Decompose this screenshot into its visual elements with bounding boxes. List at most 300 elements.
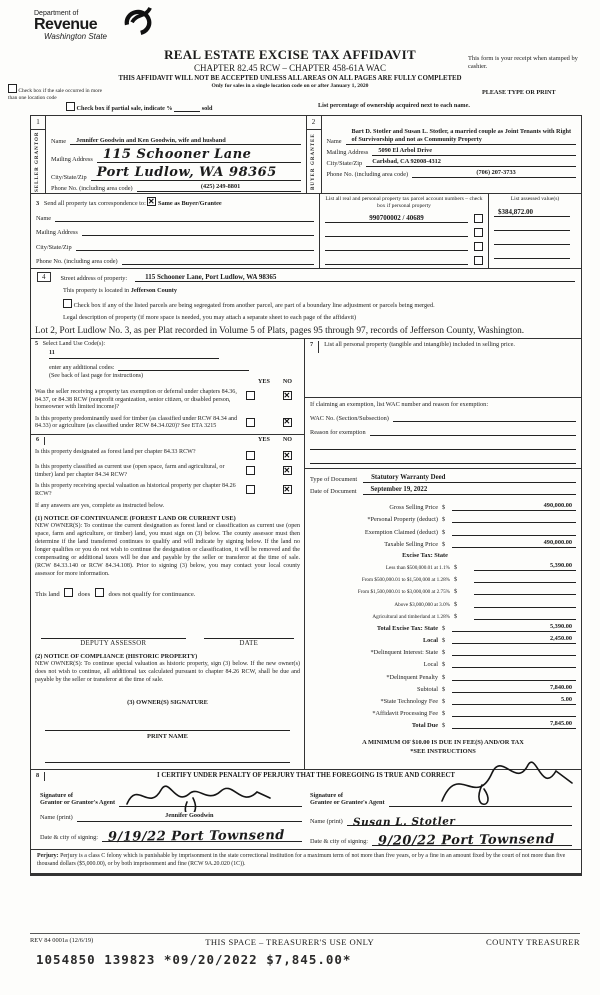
s5-q1-no-checkbox[interactable] xyxy=(283,391,292,400)
segregated-label: Check box if any of the listed parcels are being segregated from another parcel, are part of a boundary line adjustment or parcels being merged. xyxy=(73,302,435,309)
buyer-strip xyxy=(307,116,322,193)
personal-property-deduct-label: *Personal Property (deduct) xyxy=(367,516,438,524)
excise-tax-header: Excise Tax: State xyxy=(402,551,448,559)
street-address-value[interactable]: 115 Schooner Lane, Port Ludlow, WA 98365 xyxy=(135,273,505,282)
subtotal-row xyxy=(310,684,576,693)
logo-dept-text: Department of xyxy=(34,10,79,17)
s6-q2-yes-checkbox[interactable] xyxy=(246,466,255,475)
print-name-label: PRINT NAME xyxy=(147,732,188,740)
reason-row xyxy=(310,427,576,436)
seller-phone-value[interactable]: (425) 249-8801 xyxy=(137,183,301,192)
s6-q1-no-checkbox[interactable] xyxy=(283,451,292,460)
dollar-sign: $ xyxy=(442,504,446,512)
seller-address-row xyxy=(51,147,301,163)
grantee-name-print-row xyxy=(310,812,572,829)
grantee-name-handwriting: Susan L. Stotler xyxy=(352,815,456,829)
dollar-sign: $ xyxy=(454,588,458,596)
buyer-grantee-box xyxy=(306,116,582,193)
seller-city-value[interactable] xyxy=(91,165,301,181)
deputy-assessor-label: DEPUTY ASSESSOR xyxy=(80,639,147,647)
deputy-date-line[interactable] xyxy=(204,628,294,639)
owners-signature-block xyxy=(35,699,300,763)
delinquent-interest-local-value[interactable] xyxy=(452,659,576,668)
s6-no-label: NO xyxy=(282,437,292,444)
buyer-phone-value[interactable]: (706) 207-3733 xyxy=(412,169,576,178)
corr-city-input[interactable] xyxy=(76,242,314,251)
delinquent-penalty-row xyxy=(310,672,576,681)
total-due-value[interactable]: 7,845.00 xyxy=(452,720,576,729)
grantee-date-row xyxy=(310,831,572,849)
section-4-number: 4 xyxy=(37,272,51,282)
total-excise-state-row xyxy=(310,623,576,632)
delinquent-interest-local-row xyxy=(310,659,576,668)
reason-label: Reason for exemption xyxy=(310,429,366,436)
document-type-box xyxy=(305,468,581,498)
corr-city-label: City/State/Zip xyxy=(36,243,72,251)
assessed-values-box xyxy=(488,194,581,268)
total-due-row xyxy=(310,720,576,729)
rate-4-value[interactable] xyxy=(474,599,576,608)
correspondence-header xyxy=(36,197,314,207)
buyer-name-value[interactable]: Bart D. Stotler and Susan L. Stotler, a married couple as Joint Tenants with Right of Survivorship and not as Community Property xyxy=(346,120,576,145)
revenue-swoosh-icon xyxy=(122,6,152,40)
form-body xyxy=(30,115,582,876)
reason-input-2[interactable] xyxy=(310,441,576,450)
assessed-row-2 xyxy=(494,222,576,231)
ownership-note: List percentage of ownership acquired next to each name. xyxy=(318,102,470,109)
total-due-label: Total Due xyxy=(411,722,438,730)
s6-question-1 xyxy=(35,449,300,460)
additional-codes-input[interactable] xyxy=(118,362,249,371)
total-excise-state-value[interactable]: 5,390.00 xyxy=(452,623,576,632)
dor-logo xyxy=(34,10,107,41)
qualify-does-not-label: does not qualify for continuance. xyxy=(108,590,196,598)
dollar-sign: $ xyxy=(442,673,446,681)
located-in-row xyxy=(63,287,575,294)
dollar-sign: $ xyxy=(442,649,446,657)
grantee-name-print-label: Name (print) xyxy=(310,818,343,826)
section-8-number: 8 xyxy=(36,772,45,781)
seller-phone-label: Phone No. (including area code) xyxy=(51,185,133,192)
dollar-sign: $ xyxy=(442,722,446,730)
delinquent-interest-state-label: *Delinquent Interest: State xyxy=(370,649,438,657)
buyer-city-value[interactable]: Carlsbad, CA 92008-4312 xyxy=(366,158,576,167)
assessed-value-3-input[interactable] xyxy=(494,236,570,245)
corr-phone-row xyxy=(36,256,314,265)
seller-phone-row xyxy=(51,183,301,192)
minimum-fee-line2: *SEE INSTRUCTIONS xyxy=(410,748,476,756)
local-tax-row xyxy=(310,635,576,644)
type-of-document-value[interactable]: Statutory Warranty Deed xyxy=(363,474,576,483)
parcel-header-line2: – check box if personal property xyxy=(377,196,483,209)
buyer-label-top: BUYER xyxy=(310,167,316,190)
seller-fields xyxy=(46,116,306,193)
grantor-date-label: Date & city of signing: xyxy=(40,834,99,842)
grantee-signature-column xyxy=(306,781,576,849)
dollar-sign: $ xyxy=(442,540,446,548)
parcel-3-input[interactable] xyxy=(325,242,468,251)
section-5-number: 5 xyxy=(35,341,39,347)
buyer-name-row xyxy=(327,120,577,145)
if-yes-note: If any answers are yes, complete as instructed below. xyxy=(35,503,165,510)
grantor-name-print-label: Name (print) xyxy=(40,814,73,822)
grantor-sig-label-line2: Grantor or Grantor's Agent xyxy=(40,799,116,807)
does-qualify-checkbox[interactable] xyxy=(64,588,73,597)
parcel-4-input[interactable] xyxy=(325,256,468,265)
s6-q3-text: Is this property receiving special valuation as historical property per chapter 84.26 RCW? xyxy=(35,483,236,497)
taxable-selling-price-value[interactable]: 490,000.00 xyxy=(452,539,576,548)
parties-section xyxy=(31,116,581,193)
owners-signature-line[interactable] xyxy=(45,720,290,731)
please-type-note: PLEASE TYPE OR PRINT xyxy=(482,89,556,96)
segregated-row xyxy=(63,299,575,309)
delinquent-interest-local-label: Local xyxy=(423,661,438,669)
deputy-date-field xyxy=(204,628,294,647)
rate-row-1 xyxy=(310,562,576,571)
form-revision-number: REV 84 0001a (12/6/19) xyxy=(30,937,94,944)
parcel-2-input[interactable] xyxy=(325,228,468,237)
owners-signature-label: (3) OWNER(S) SIGNATURE xyxy=(127,698,208,706)
logo-revenue-text: Revenue xyxy=(34,16,98,33)
s6-q3-yes-checkbox[interactable] xyxy=(246,485,255,494)
rate-row-2 xyxy=(310,574,576,583)
grantee-name-print-value[interactable] xyxy=(347,812,572,829)
parcel-3-personal-checkbox[interactable] xyxy=(474,242,483,251)
s5-yes-no-header xyxy=(35,379,300,385)
parcel-header-line1: List all real and personal property tax parcel account numbers xyxy=(325,196,464,202)
personal-property-deduct-row xyxy=(310,514,576,523)
assessed-row-1 xyxy=(494,208,576,217)
state-technology-fee-row xyxy=(310,696,576,705)
grantor-signature-column xyxy=(36,781,306,846)
local-tax-label: Local xyxy=(422,637,438,645)
grantor-signature-label xyxy=(40,792,115,807)
rate-row-4 xyxy=(310,599,576,608)
assessed-value-1[interactable]: $384,872.00 xyxy=(494,208,570,217)
gross-selling-price-value[interactable]: 490,000.00 xyxy=(452,502,576,511)
partial-sale-label: Check box if partial sale, indicate % xyxy=(76,105,173,112)
notice1-title: (1) NOTICE OF CONTINUANCE (FOREST LAND OR CURRENT USE) xyxy=(35,515,236,523)
correspondence-section xyxy=(31,193,581,268)
grantor-signature-row xyxy=(40,786,302,807)
dollar-sign: $ xyxy=(442,516,446,524)
s6-q2-text: Is this property classified as current use (open space, farm and agricultural, or timber) land per chapter 84.34 RCW? xyxy=(35,464,225,478)
land-use-label: Select Land Use Code(s): xyxy=(42,341,106,347)
street-address-label: Street address of property: xyxy=(60,275,128,282)
buyer-phone-row xyxy=(327,169,577,178)
form-effective-note: Only for sales in a single location code on or after January 1, 2020 xyxy=(211,82,369,89)
buyer-fields xyxy=(322,116,582,193)
exemption-claimed-value[interactable] xyxy=(452,527,576,536)
subtotal-value[interactable]: 7,840.00 xyxy=(452,684,576,693)
parcel-2-personal-checkbox[interactable] xyxy=(474,228,483,237)
reason-line-2 xyxy=(310,441,576,450)
parcel-row-2 xyxy=(325,228,483,237)
property-address-section xyxy=(31,268,581,323)
grantor-signature-scrawl xyxy=(123,778,273,812)
grantee-signature-label xyxy=(310,792,385,807)
parcel-row-3 xyxy=(325,242,483,251)
s6-header-row xyxy=(35,437,300,445)
forest-land-section xyxy=(31,435,304,769)
dollar-sign: $ xyxy=(442,637,446,645)
minimum-fee-line1: A MINIMUM OF $10.00 IS DUE IN FEE(S) AND/OR TAX xyxy=(362,739,524,747)
gross-selling-price-row xyxy=(310,502,576,511)
receipt-note: This form is your receipt when stamped by cashier. xyxy=(468,55,578,71)
corr-address-label: Mailing Address xyxy=(36,229,78,236)
corr-phone-input[interactable] xyxy=(122,256,314,265)
buyer-side-label xyxy=(311,130,317,193)
exemption-claimed-label: Exemption Claimed (deduct) xyxy=(364,528,438,536)
legal-description-value[interactable]: Lot 2, Port Ludlow No. 3, as per Plat recorded in Volume 5 of Plats, pages 95 through 97, records of Jefferson County, Washington. xyxy=(35,326,525,336)
total-excise-state-label: Total Excise Tax: State xyxy=(376,624,438,632)
qualify-prefix: This land xyxy=(35,590,60,598)
grantee-sig-label-line1: Signature of xyxy=(310,791,343,799)
corr-name-row xyxy=(36,213,314,222)
send-correspondence-label: Send all property tax correspondence to: xyxy=(43,200,146,207)
right-column xyxy=(305,339,581,769)
dollar-sign: $ xyxy=(442,698,446,705)
print-name-line[interactable] xyxy=(45,752,290,763)
affidavit-processing-fee-row xyxy=(310,708,576,717)
dollar-sign: $ xyxy=(442,624,446,632)
does-not-qualify-checkbox[interactable] xyxy=(95,588,104,597)
buyer-name-label: Name xyxy=(326,138,342,145)
perjury-label: Perjury: xyxy=(37,852,59,859)
section-6-number: 6 xyxy=(35,437,45,445)
reason-input[interactable] xyxy=(370,427,576,436)
assessed-row-4 xyxy=(494,250,576,259)
rate-1-value[interactable]: 5,390.00 xyxy=(474,562,576,571)
signature-columns xyxy=(36,781,576,849)
dollar-sign: $ xyxy=(442,710,446,718)
seller-label-top: SELLER xyxy=(35,166,41,192)
grantor-sig-label-line1: Signature of xyxy=(40,791,73,799)
s6-q2-no-checkbox[interactable] xyxy=(283,466,292,475)
land-use-header xyxy=(35,341,300,347)
parcel-row-1 xyxy=(325,214,483,223)
segregated-checkbox[interactable] xyxy=(63,299,72,308)
parcel-header xyxy=(325,196,483,209)
notice2-title: (2) NOTICE OF COMPLIANCE (HISTORIC PROPERTY) xyxy=(35,652,198,660)
dollar-sign: $ xyxy=(454,563,458,571)
reason-line-3 xyxy=(310,455,576,464)
parcel-number-value[interactable]: 990700002 / 40689 xyxy=(325,214,468,223)
middle-columns xyxy=(31,338,581,769)
section-3-number: 3 xyxy=(36,200,40,207)
s6-q1-yes-checkbox[interactable] xyxy=(246,451,255,460)
seller-grantor-box xyxy=(31,116,306,193)
deputy-assessor-field xyxy=(41,628,186,647)
state-technology-fee-label: *State Technology Fee xyxy=(380,698,438,705)
seller-city-label: City/State/Zip xyxy=(51,174,87,181)
dollar-sign: $ xyxy=(454,612,458,620)
located-prefix: This property is located in xyxy=(63,287,130,294)
multi-location-label: Check box if the sale occurred in more than one location code xyxy=(8,88,103,101)
land-use-code-row xyxy=(49,350,219,359)
s5-q2-text: Is this property predominantly used for timber (as classified under RCW 84.34 and 84.33) or agriculture (as classified under RCW 84.34.020)? See ETA 3215 xyxy=(35,415,238,430)
buyer-label-bottom: GRANTEE xyxy=(310,133,316,165)
same-as-buyer-label: Same as Buyer/Grantee xyxy=(158,200,222,207)
grantor-date-value[interactable] xyxy=(102,827,302,845)
qualify-row xyxy=(35,588,300,598)
s5-yes-label: YES xyxy=(258,379,270,385)
assessed-value-4-input[interactable] xyxy=(494,250,570,259)
exemption-note: If claiming an exemption, list WAC number and reason for exemption: xyxy=(310,401,489,408)
buyer-address-value[interactable]: 5090 El Arbol Drive xyxy=(372,147,576,156)
signatures-section xyxy=(31,769,581,849)
s6-yes-no-header xyxy=(222,437,300,445)
exemption-claimed-row xyxy=(310,527,576,536)
corr-city-row xyxy=(36,242,314,251)
multi-location-check-row xyxy=(8,84,110,102)
seller-address-value[interactable] xyxy=(97,147,301,163)
treasurer-receipt-stamp: 1054850 139823 *09/20/2022 $7,845.00* xyxy=(36,952,352,967)
deputy-assessor-row xyxy=(35,628,300,647)
seller-name-value[interactable]: Jennifer Goodwin and Ken Goodwin, wife and husband xyxy=(70,120,300,145)
s6-question-3 xyxy=(35,483,300,498)
notice2-body: NEW OWNER(S): To continue special valuation as historic property, sign (3) below. If the new owner(s) does not wish to continue, all additional tax calculated pursuant to chapter 84.26 RCW, shall be due and payable by the seller or transferor at the time of sale. xyxy=(35,660,300,683)
buyer-phone-label: Phone No. (including area code) xyxy=(326,171,409,178)
s5-q2-no-checkbox[interactable] xyxy=(283,418,292,427)
rate-3-value[interactable] xyxy=(474,586,576,595)
same-as-buyer-checkbox[interactable] xyxy=(147,197,156,206)
logo-state-text: Washington State xyxy=(44,32,108,41)
street-address-extra-line xyxy=(505,273,575,282)
legal-description-label: Legal description of property (if more space is needed, you may attach a separate sheet to each page of the affidavit) xyxy=(63,314,357,321)
rate-2-value[interactable] xyxy=(474,574,576,583)
rate-1-label: Less than $500,000.01 at 1.1% xyxy=(385,564,450,571)
subtotal-label: Subtotal xyxy=(417,685,438,693)
corr-address-input[interactable] xyxy=(82,227,314,236)
county-name: Jefferson County xyxy=(130,287,178,294)
corr-phone-label: Phone No. (including area code) xyxy=(36,258,118,265)
reason-input-3[interactable] xyxy=(310,455,576,464)
street-address-row xyxy=(37,272,575,282)
grantor-date-handwriting: 9/19/22 Port Townsend xyxy=(107,827,285,845)
grantee-sig-label-line2: Grantee or Grantee's Agent xyxy=(310,799,385,807)
s6-q1-text: Is this property designated as forest land per chapter 84.33 RCW? xyxy=(35,449,196,456)
corr-name-input[interactable] xyxy=(55,213,314,222)
additional-codes-row xyxy=(49,362,249,371)
grantor-name-print-value[interactable]: Jennifer Goodwin xyxy=(77,812,302,822)
grantor-signature-field[interactable] xyxy=(119,786,302,807)
corr-name-label: Name xyxy=(36,214,52,222)
parcel-1-personal-checkbox[interactable] xyxy=(474,214,483,223)
seller-strip xyxy=(31,116,46,193)
grantor-name-print-row xyxy=(40,812,302,822)
deputy-assessor-signature-line[interactable] xyxy=(41,628,186,639)
grantee-date-value[interactable] xyxy=(372,831,572,849)
correspondence-box xyxy=(31,194,319,268)
additional-codes-label: enter any additional codes: xyxy=(49,365,115,371)
deputy-date-label: DATE xyxy=(239,639,259,647)
rate-3-label: From $1,500,000.01 to $3,000,000 at 2.75% xyxy=(357,589,450,596)
buyer-address-row xyxy=(327,147,577,156)
wac-input[interactable] xyxy=(393,413,576,422)
form-title-block xyxy=(110,47,470,90)
rate-4-label: Above $3,000,000 at 3.0% xyxy=(394,601,450,608)
affidavit-processing-fee-label: *Affidavit Processing Fee xyxy=(372,710,438,718)
county-treasurer-label: COUNTY TREASURER xyxy=(485,937,580,947)
seller-city-handwriting: Port Ludlow, WA 98365 xyxy=(96,165,277,180)
money-section xyxy=(305,498,581,759)
qualify-does-label: does xyxy=(78,590,91,598)
seller-name-label: Name xyxy=(51,138,67,145)
type-of-document-row xyxy=(310,474,576,483)
date-of-document-label: Date of Document xyxy=(310,488,357,495)
s5-q1-text: Was the seller receiving a property tax exemption or deferral under chapters 84.36, 84.37, or 84.38 RCW (nonprofit organization, senior citizen, or disabled person, homeowner with limited income)? xyxy=(35,389,237,411)
form-warning: THIS AFFIDAVIT WILL NOT BE ACCEPTED UNLESS ALL AREAS ON ALL PAGES ARE FULLY COMPLETED xyxy=(118,74,462,82)
wac-label: WAC No. (Section/Subsection) xyxy=(310,415,389,422)
grantor-date-row xyxy=(40,827,302,845)
local-tax-value[interactable]: 2,450.00 xyxy=(452,635,576,644)
exemption-box xyxy=(305,397,581,468)
form-chapter: CHAPTER 82.45 RCW – CHAPTER 458-61A WAC xyxy=(194,63,386,74)
buyer-address-label: Mailing Address xyxy=(326,149,369,156)
personal-property-blank-area[interactable] xyxy=(305,355,581,397)
partial-sale-suffix: sold xyxy=(201,105,213,112)
personal-property-deduct-value[interactable] xyxy=(452,514,576,523)
s5-q1-yes-checkbox[interactable] xyxy=(246,391,255,400)
s5-q2-yes-checkbox[interactable] xyxy=(246,418,255,427)
personal-property-header: List all personal property (tangible and intangible) included in selling price. xyxy=(324,341,515,348)
legal-label-row xyxy=(63,314,575,321)
partial-sale-percent-input[interactable] xyxy=(174,104,200,112)
state-technology-fee-value[interactable]: 5.00 xyxy=(452,696,576,705)
wac-row xyxy=(310,413,576,422)
section-7-number: 7 xyxy=(309,341,319,353)
parcel-4-personal-checkbox[interactable] xyxy=(474,256,483,265)
affidavit-processing-fee-value[interactable] xyxy=(452,708,576,717)
delinquent-interest-state-value[interactable] xyxy=(452,647,576,656)
land-use-code-value[interactable]: 11 xyxy=(49,350,219,359)
s5-question-1 xyxy=(35,389,300,412)
multi-location-checkbox[interactable] xyxy=(8,84,17,93)
dollar-sign: $ xyxy=(442,528,446,536)
rate-row-3 xyxy=(310,586,576,595)
personal-property-section xyxy=(305,339,581,355)
s5-question-2 xyxy=(35,416,300,431)
seller-name-row xyxy=(51,120,301,145)
taxable-selling-price-row xyxy=(310,539,576,548)
certify-statement: I CERTIFY UNDER PENALTY OF PERJURY THAT THE FOREGOING IS TRUE AND CORRECT xyxy=(157,771,455,779)
gross-selling-price-label: Gross Selling Price xyxy=(389,504,438,512)
see-back-note: (See back of last page for instructions) xyxy=(49,373,144,379)
dollar-sign: $ xyxy=(454,576,458,584)
partial-sale-checkbox[interactable] xyxy=(66,102,75,111)
dollar-sign: $ xyxy=(442,685,446,693)
treasurer-space-label: THIS SPACE – TREASURER'S USE ONLY xyxy=(205,937,375,947)
notice1-body: NEW OWNER(S): To continue the current designation as forest land or classification as current use (open space, farm and agriculture, or timber) land, you must sign on (3) below. The county assessor must then determine if the land transferred continues to qualify and will indicate by signing below. If the land no longer qualifies or you do not wish to continue the designation or classification, it will be removed and the compensating or additional taxes will be due and payable by the seller or transferor at the time of sale. (RCW 84.33.140 or RCW 84.34.108). Prior to signing (3) below, you may contact your local county assessor for more information. xyxy=(35,523,300,578)
delinquent-penalty-value[interactable] xyxy=(452,672,576,681)
parcel-numbers-box xyxy=(319,194,488,268)
s6-q3-no-checkbox[interactable] xyxy=(283,485,292,494)
seller-side-label xyxy=(35,130,41,193)
perjury-statement xyxy=(31,849,581,875)
assessed-value-2-input[interactable] xyxy=(494,222,570,231)
rate-5-value[interactable] xyxy=(474,611,576,620)
rate-row-5 xyxy=(310,611,576,620)
s5-no-label: NO xyxy=(282,379,292,385)
date-of-document-value[interactable]: September 19, 2022 xyxy=(363,486,576,495)
grantee-date-label: Date & city of signing: xyxy=(310,838,369,846)
seller-address-handwriting: 115 Schooner Lane xyxy=(102,147,252,162)
left-column xyxy=(31,339,305,769)
date-of-document-row xyxy=(310,486,576,495)
type-of-document-label: Type of Document xyxy=(310,476,358,483)
buyer-city-label: City/State/Zip xyxy=(326,160,363,167)
